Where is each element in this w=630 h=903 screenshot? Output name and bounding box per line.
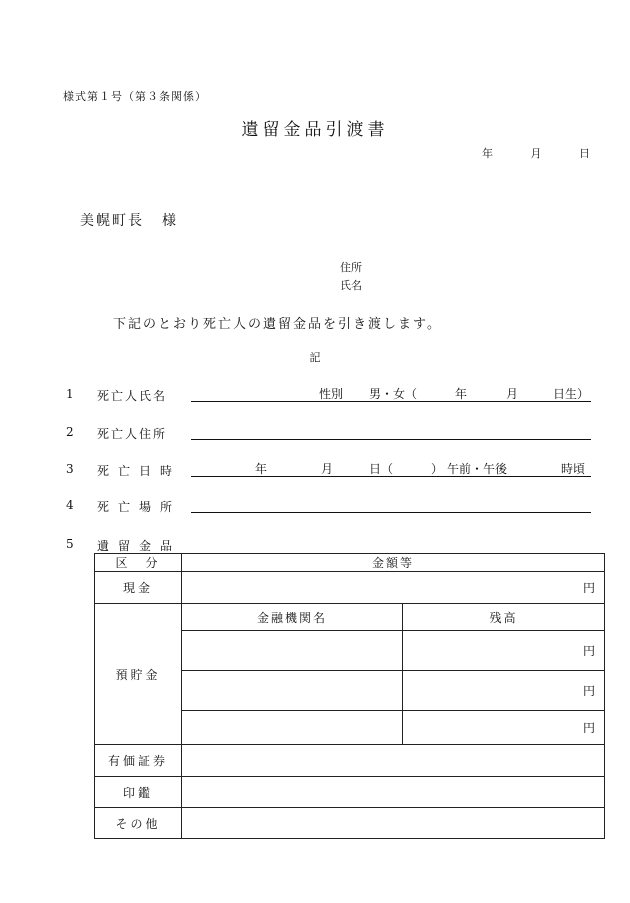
balance-cell[interactable]: 円: [403, 711, 605, 745]
item-number: 4: [66, 498, 74, 512]
document-title: 遺留金品引渡書: [241, 120, 389, 140]
deceased-name-line[interactable]: [191, 385, 591, 402]
securities-cell[interactable]: [182, 745, 605, 777]
am-pm: 午前・午後: [447, 462, 508, 476]
item-label-deceased-address: 死亡人住所: [97, 427, 168, 441]
addressee-honorific: 様: [162, 213, 178, 229]
sex-label: 性別: [319, 387, 344, 401]
cash-amount-cell[interactable]: 円: [182, 572, 605, 604]
death-place-line[interactable]: [191, 496, 591, 513]
form-number: 様式第１号（第３条関係）: [63, 90, 207, 103]
item-label-belongings: 遺留金品: [97, 539, 182, 553]
header-bank-name: 金融機関名: [182, 604, 403, 631]
paren-close: ）: [431, 462, 444, 476]
header-balance: 残高: [403, 604, 605, 631]
item-number: 5: [66, 537, 74, 551]
ki-marker: 記: [309, 351, 321, 364]
date-year: 年: [482, 147, 493, 160]
item-label-deceased-name: 死亡人氏名: [97, 389, 168, 403]
row-label-securities: 有価証券: [95, 745, 182, 777]
other-cell[interactable]: [182, 808, 605, 839]
seal-cell[interactable]: [182, 777, 605, 808]
applicant-address-label: 住所: [340, 261, 362, 274]
item-number: 3: [66, 462, 74, 476]
birth-year: 年: [455, 387, 468, 401]
row-label-other: その他: [95, 808, 182, 839]
header-amount: 金額等: [182, 554, 605, 572]
deceased-address-line[interactable]: [191, 423, 591, 440]
date-day: 日: [579, 147, 590, 160]
item-label-death-place: 死亡場所: [97, 500, 182, 514]
row-label-seal: 印鑑: [95, 777, 182, 808]
belongings-table: [94, 553, 605, 839]
death-day: 日（: [369, 462, 394, 476]
addressee: [80, 210, 178, 230]
item-label-death-datetime: 死亡日時: [97, 464, 182, 478]
birth-day: 日生）: [553, 387, 590, 401]
balance-cell[interactable]: 円: [403, 671, 605, 711]
bank-name-cell[interactable]: [182, 671, 403, 711]
bank-name-cell[interactable]: [182, 631, 403, 671]
balance-cell[interactable]: 円: [403, 631, 605, 671]
applicant-name-label: 氏名: [340, 279, 362, 292]
sex-options: 男・女（: [369, 387, 418, 401]
date-line: [482, 145, 590, 161]
death-year: 年: [255, 462, 268, 476]
death-datetime-line[interactable]: [191, 460, 591, 477]
birth-month: 月: [506, 387, 519, 401]
row-label-deposit: 預貯金: [95, 604, 182, 745]
item-number: 2: [66, 425, 74, 439]
statement: 下記のとおり死亡人の遺留金品を引き渡します。: [113, 317, 442, 332]
death-month: 月: [321, 462, 334, 476]
row-label-cash: 現金: [95, 572, 182, 604]
bank-name-cell[interactable]: [182, 711, 403, 745]
item-number: 1: [66, 387, 74, 401]
death-time: 時頃: [561, 462, 586, 476]
date-month: 月: [530, 147, 542, 160]
header-category: 区 分: [95, 554, 182, 572]
addressee-name: 美幌町長: [80, 213, 144, 229]
